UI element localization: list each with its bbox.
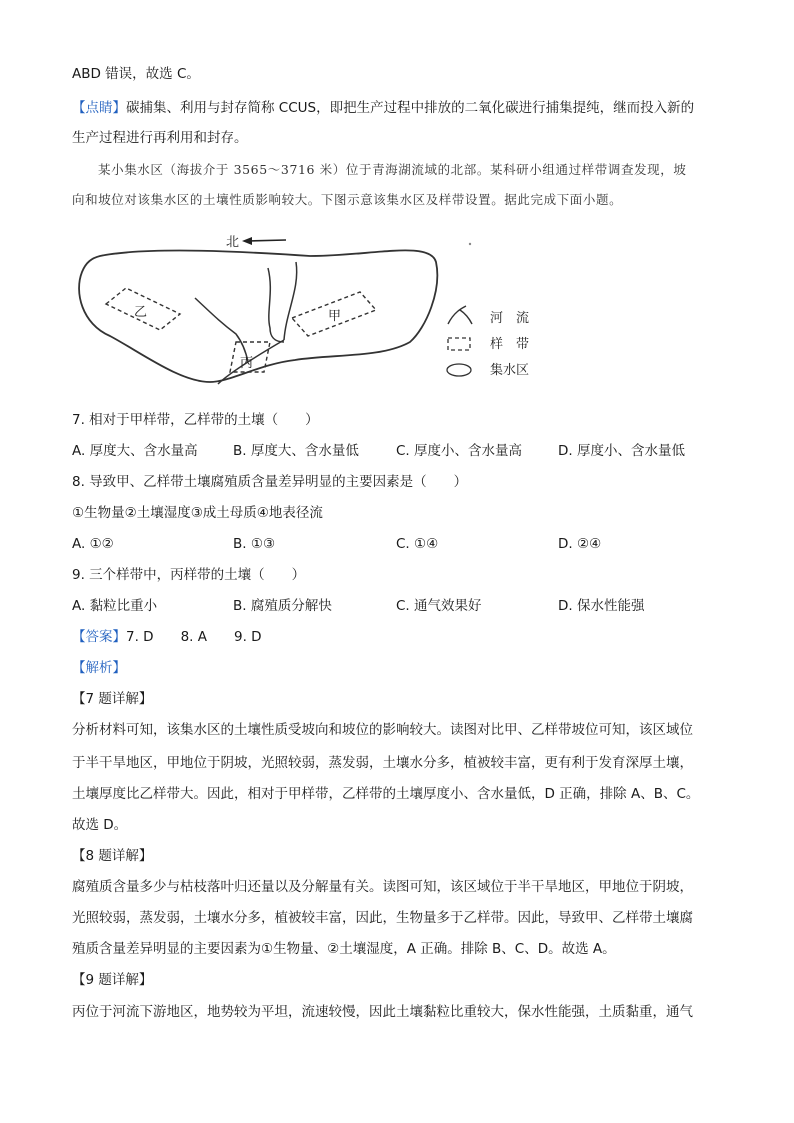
detail-7-line: 分析材料可知，该集水区的土壤性质受坡向和坡位的影响较大。读图对比甲、乙样带坡位可知，该区域位 — [72, 722, 693, 738]
q9-option-b: B. 腐殖质分解快 — [233, 598, 332, 614]
q7-option-a: A. 厚度大、含水量高 — [72, 443, 198, 459]
detail-8-line: 光照较弱，蒸发弱，土壤水分多，植被较丰富，因此，生物量多于乙样带。因此，导致甲、乙样带土壤腐 — [72, 910, 693, 926]
detail-7-line: 于半干旱地区，甲地位于阴坡，光照较弱，蒸发弱，土壤水分多，植被较丰富，更有利于发育深厚土壤， — [72, 755, 693, 771]
detail-9-tag: 【9 题详解】 — [72, 972, 153, 988]
river-branch-left — [195, 298, 248, 362]
q9-option-d: D. 保水性能强 — [558, 598, 645, 614]
question-7-stem: 7. 相对于甲样带，乙样带的土壤（ ） — [72, 412, 319, 428]
material-line-2: 向和坡位对该集水区的土壤性质影响较大。下图示意该集水区及样带设置。据此完成下面小题。 — [72, 192, 623, 207]
text-line: 生产过程进行再利用和封存。 — [72, 130, 248, 146]
detail-8-tag: 【8 题详解】 — [72, 848, 153, 864]
answer-tag: 【答案】 — [72, 629, 126, 645]
detail-7-line: 故选 D。 — [72, 817, 128, 833]
q8-option-c: C. ①④ — [396, 536, 439, 552]
material-line-1: 某小集水区（海拔介于 3565～3716 米）位于青海湖流域的北部。某科研小组通过样带调查发现，坡 — [98, 162, 687, 177]
detail-7-line: 土壤厚度比乙样带大。因此，相对于甲样带，乙样带的土壤厚度小、含水量低，D 正确，排除 A、B、C。 — [72, 786, 700, 802]
tip-text: 碳捕集、利用与封存简称 CCUS，即把生产过程中排放的二氧化碳进行捕集提纯，继而投入新的 — [126, 100, 695, 116]
legend-catchment-label: 集水区 — [490, 363, 530, 378]
legend-band-label: 样 带 — [490, 337, 530, 352]
analysis-tag: 【解析】 — [72, 660, 126, 676]
north-arrow-icon — [242, 237, 252, 245]
band-jia-label: 甲 — [328, 309, 342, 324]
q7-option-b: B. 厚度大、含水量低 — [233, 443, 359, 459]
legend-band-icon — [448, 338, 470, 350]
q9-option-c: C. 通气效果好 — [396, 598, 482, 614]
detail-7-tag: 【7 题详解】 — [72, 691, 153, 707]
q8-option-d: D. ②④ — [558, 536, 602, 552]
legend-catchment-icon — [447, 364, 471, 376]
north-label: 北 — [226, 235, 240, 250]
question-8-stem: 8. 导致甲、乙样带土壤腐殖质含量差异明显的主要因素是（ ） — [72, 474, 468, 490]
band-bing-label: 丙 — [240, 356, 254, 371]
answer-line — [72, 627, 262, 647]
tip-tag: 【点睛】 — [72, 100, 126, 116]
detail-8-line: 殖质含量差异明显的主要因素为①生物量、②土壤湿度，A 正确。排除 B、C、D。故选 A。 — [72, 941, 616, 957]
legend-river-icon — [448, 306, 472, 324]
q9-option-a: A. 黏粒比重小 — [72, 598, 158, 614]
answer-text: 7. D 8. A 9. D — [126, 629, 262, 645]
legend-river-label: 河 流 — [490, 311, 530, 326]
q8-option-b: B. ①③ — [233, 536, 276, 552]
q7-option-d: D. 厚度小、含水量低 — [558, 443, 685, 459]
text-line: ABD 错误，故选 C。 — [72, 66, 200, 82]
question-9-stem: 9. 三个样带中，丙样带的土壤（ ） — [72, 567, 306, 583]
scan-speck — [469, 243, 471, 245]
q7-option-c: C. 厚度小、含水量高 — [396, 443, 523, 459]
river-branch-east — [284, 262, 297, 340]
detail-8-line: 腐殖质含量多少与枯枝落叶归还量以及分解量有关。读图可知，该区域位于半干旱地区，甲地位于阴坡， — [72, 879, 693, 895]
north-arrow-line — [248, 240, 286, 241]
q8-factors: ①生物量②土壤湿度③成土母质④地表径流 — [72, 505, 323, 521]
river-branch-west — [268, 268, 284, 342]
catchment-map — [70, 232, 560, 402]
tip-line — [72, 98, 694, 118]
band-yi-label: 乙 — [134, 305, 148, 320]
q8-option-a: A. ①② — [72, 536, 114, 552]
detail-9-line: 丙位于河流下游地区，地势较为平坦，流速较慢，因此土壤黏粒比重较大，保水性能强，土质黏重，通气 — [72, 1004, 693, 1020]
